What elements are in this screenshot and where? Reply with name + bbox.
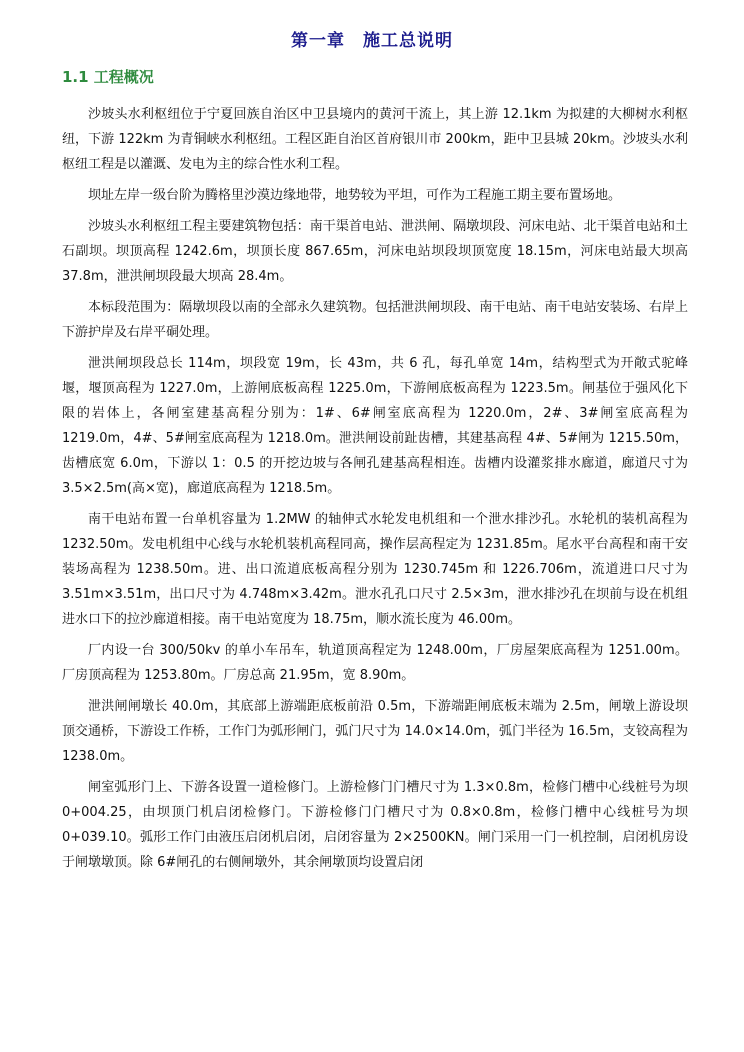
paragraph: 闸室弧形门上、下游各设置一道检修门。上游检修门门槽尺寸为 1.3×0.8m，检修门槽中心线桩号为坝 0+004.25，由坝顶门机启闭检修门。下游检修门门槽尺寸为 0.8×0.8m，检修门槽中心线桩号为坝 0+039.10。弧形工作门由液压启闭机启闭，启闭容量为 2×2500KN。闸门采用一门一机控制，启闭机房设于闸墩墩顶。除 6#闸孔的右侧闸墩外，其余闸墩顶均设置启闭 [62,780,688,870]
paragraph: 南干电站布置一台单机容量为 1.2MW 的轴伸式水轮发电机组和一个泄水排沙孔。水轮机的装机高程为 1232.50m。发电机组中心线与水轮机装机高程同高，操作层高程定为 1231.85m。尾水平台高程和南干安装场高程为 1238.50m。进、出口流道底板高程分别为 1230.745m 和 1226.706m，流道进口尺寸为 3.51m×3.51m，出口尺寸为 4.748m×3.42m。泄水孔孔口尺寸 2.5×3m，泄水排沙孔在坝前与设在机组进水口下的拉沙廊道相接。南干电站宽度为 18.75m，顺水流长度为 46.00m。 [62,512,688,627]
section-title: 1.1 工程概况 [62,68,154,86]
chapter-title: 第一章 施工总说明 [291,31,453,51]
paragraph: 本标段范围为：隔墩坝段以南的全部永久建筑物。包括泄洪闸坝段、南干电站、南干电站安装场、右岸上下游护岸及右岸平硐处理。 [62,300,688,340]
paragraph: 沙坡头水利枢纽位于宁夏回族自治区中卫县境内的黄河干流上，其上游 12.1km 为拟建的大柳树水利枢纽，下游 122km 为青铜峡水利枢纽。工程区距自治区首府银川市 200km，距中卫县城 20km。沙坡头水利枢纽工程是以灌溉、发电为主的综合性水利工程。 [62,107,688,172]
paragraph: 泄洪闸坝段总长 114m，坝段宽 19m，长 43m，共 6 孔，每孔单宽 14m，结构型式为开敞式驼峰堰，堰顶高程为 1227.0m，上游闸底板高程 1225.0m，下游闸底板高程为 1223.5m。闸基位于强风化下限的岩体上，各闸室建基高程分别为：1#、6#闸室底高程为 1220.0m，2#、3#闸室底高程为 1219.0m，4#、5#闸室底高程为 1218.0m。泄洪闸设前趾齿槽，其建基高程 4#、5#闸为 1215.50m，齿槽底宽 6.0m，下游以 1：0.5 的开挖边坡与各闸孔建基高程相连。齿槽内设灌浆排水廊道，廊道尺寸为 3.5×2.5m(高×宽)，廊道底高程为 1218.5m。 [62,356,688,496]
paragraph: 厂内设一台 300/50kv 的单小车吊车，轨道顶高程定为 1248.00m，厂房屋架底高程为 1251.00m。厂房顶高程为 1253.80m。厂房总高 21.95m，宽 8.90m。 [62,643,688,683]
paragraph: 泄洪闸闸墩长 40.0m，其底部上游端距底板前沿 0.5m，下游端距闸底板末端为 2.5m，闸墩上游设坝顶交通桥，下游设工作桥，工作门为弧形闸门，弧门尺寸为 14.0×14.0m，弧门半径为 16.5m，支铰高程为 1238.0m。 [62,699,688,764]
document-body [62,102,688,881]
paragraph: 沙坡头水利枢纽工程主要建筑物包括：南干渠首电站、泄洪闸、隔墩坝段、河床电站、北干渠首电站和土石副坝。坝顶高程 1242.6m，坝顶长度 867.65m，河床电站坝段坝顶宽度 18.15m，河床电站最大坝高 37.8m，泄洪闸坝段最大坝高 28.4m。 [62,219,688,284]
paragraph: 坝址左岸一级台阶为腾格里沙漠边缘地带，地势较为平坦，可作为工程施工期主要布置场地。 [88,188,622,203]
